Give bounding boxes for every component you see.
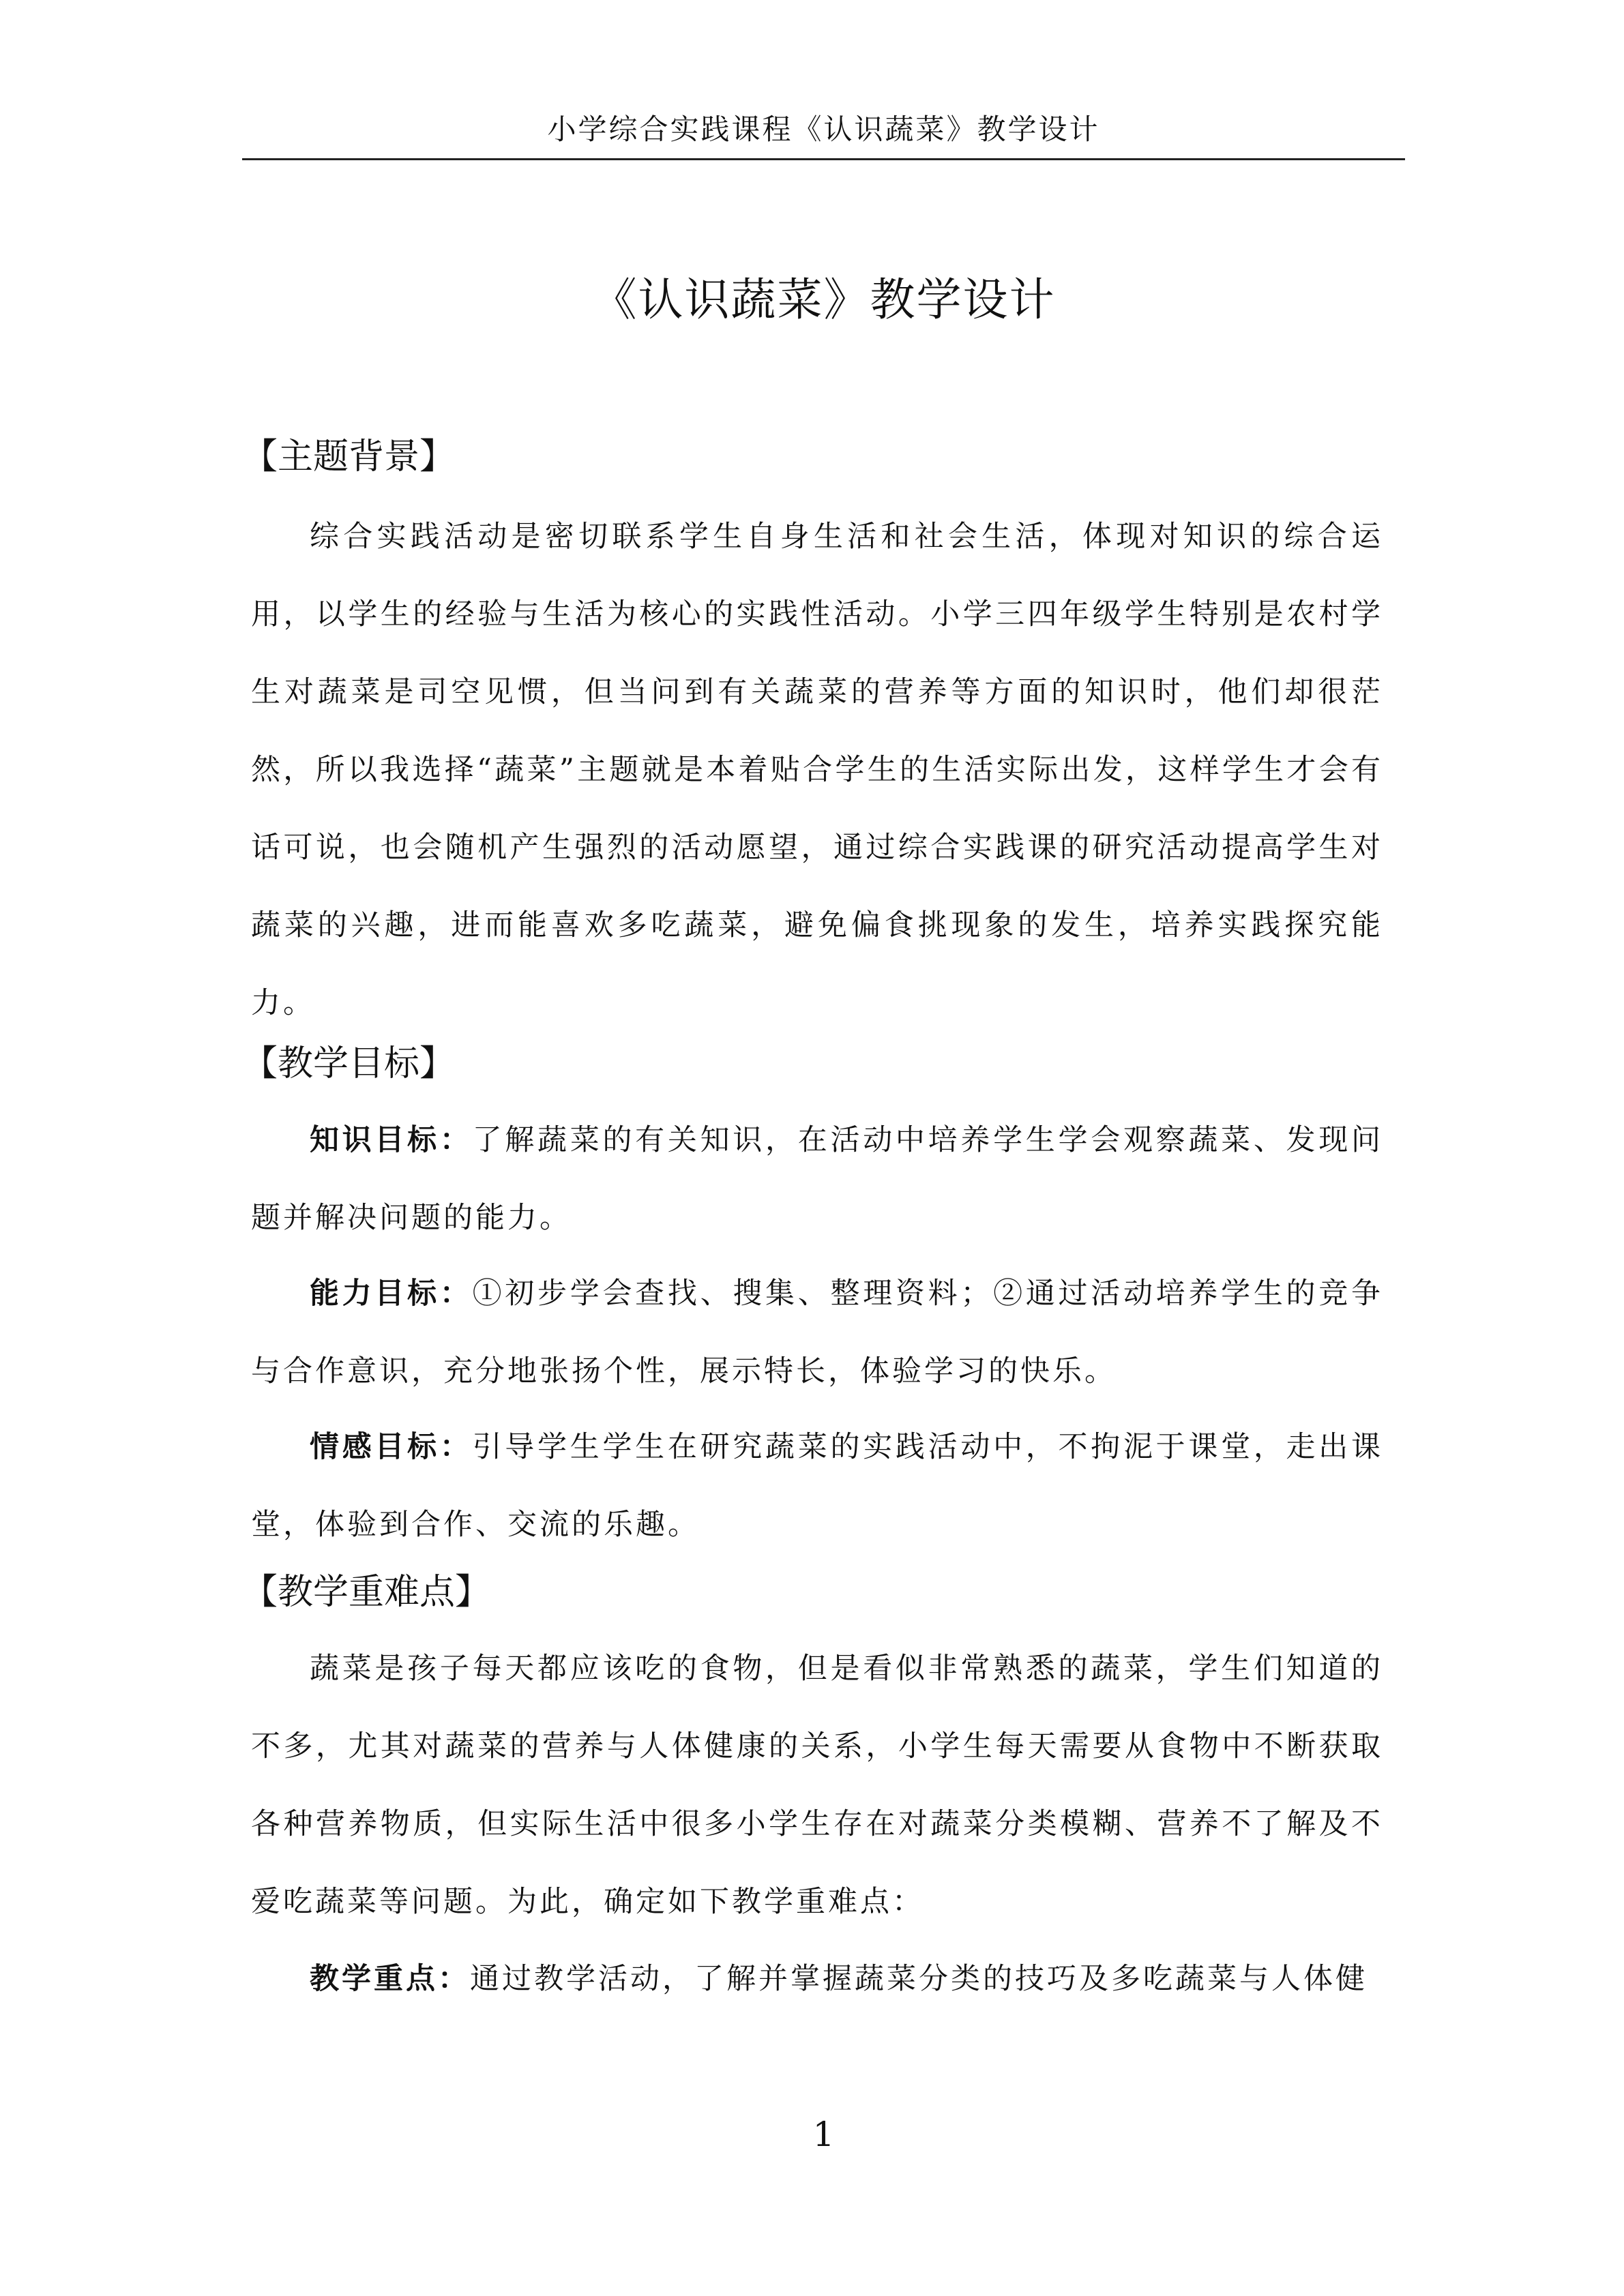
teaching-focus-text: 通过教学活动，了解并掌握蔬菜分类的技巧及多吃蔬菜与人体健 — [470, 1962, 1368, 1996]
paragraph-key-points: 蔬菜是孩子每天都应该吃的食物，但是看似非常熟悉的蔬菜，学生们知道的不多，尤其对蔬菜的营养与人体健康的关系，小学生每天需要从食物中不断获取各种营养物质，但实际生活中很多小学生存在对蔬菜分类模糊、营养不了解及不爱吃蔬菜等问题。为此，确定如下教学重难点： — [251, 1652, 1383, 1919]
paragraph-background: 综合实践活动是密切联系学生自身生活和社会生活，体现对知识的综合运用，以学生的经验与生活为核心的实践性活动。小学三四年级学生特别是农村学生对蔬菜是司空见惯，但当问到有关蔬菜的营养等方面的知识时，他们却很茫然，所以我选择“蔬菜”主题就是本着贴合学生的生活实际出发，这样学生才会有话可说，也会随机产生强烈的活动愿望，通过综合实践课的研究活动提高学生对蔬菜的兴趣，进而能喜欢多吃蔬菜，避免偏食挑现象的发生，培养实践探究能力。 — [251, 520, 1383, 1020]
paragraph-ability-objective — [251, 1255, 1383, 1410]
document-title: 《认识蔬菜》教学设计 — [591, 273, 1056, 326]
ability-objective-text: ①初步学会查找、搜集、整理资料；②通过活动培养学生的竞争与合作意识，充分地张扬个性，展示特长，体验学习的快乐。 — [251, 1277, 1383, 1388]
knowledge-objective-label: 知识目标： — [310, 1123, 473, 1157]
heading-background: 【主题背景】 — [242, 436, 456, 477]
emotion-objective-label: 情感目标： — [310, 1430, 473, 1464]
knowledge-objective-text: 了解蔬菜的有关知识，在活动中培养学生学会观察蔬菜、发现问题并解决问题的能力。 — [251, 1123, 1383, 1235]
paragraph-emotion-objective — [251, 1408, 1383, 1564]
paragraph-knowledge-objective — [251, 1101, 1383, 1257]
ability-objective-label: 能力目标： — [310, 1277, 473, 1311]
running-header-title: 小学综合实践课程《认识蔬菜》教学设计 — [547, 113, 1100, 146]
page-number: 1 — [812, 2115, 835, 2154]
heading-objectives: 【教学目标】 — [242, 1043, 456, 1084]
running-header — [242, 109, 1405, 160]
heading-key-points: 【教学重难点】 — [242, 1572, 491, 1613]
paragraph-teaching-focus — [251, 1940, 1383, 2018]
teaching-focus-label: 教学重点： — [310, 1962, 470, 1996]
emotion-objective-text: 引导学生学生在研究蔬菜的实践活动中，不拘泥于课堂，走出课堂，体验到合作、交流的乐趣。 — [251, 1430, 1383, 1542]
